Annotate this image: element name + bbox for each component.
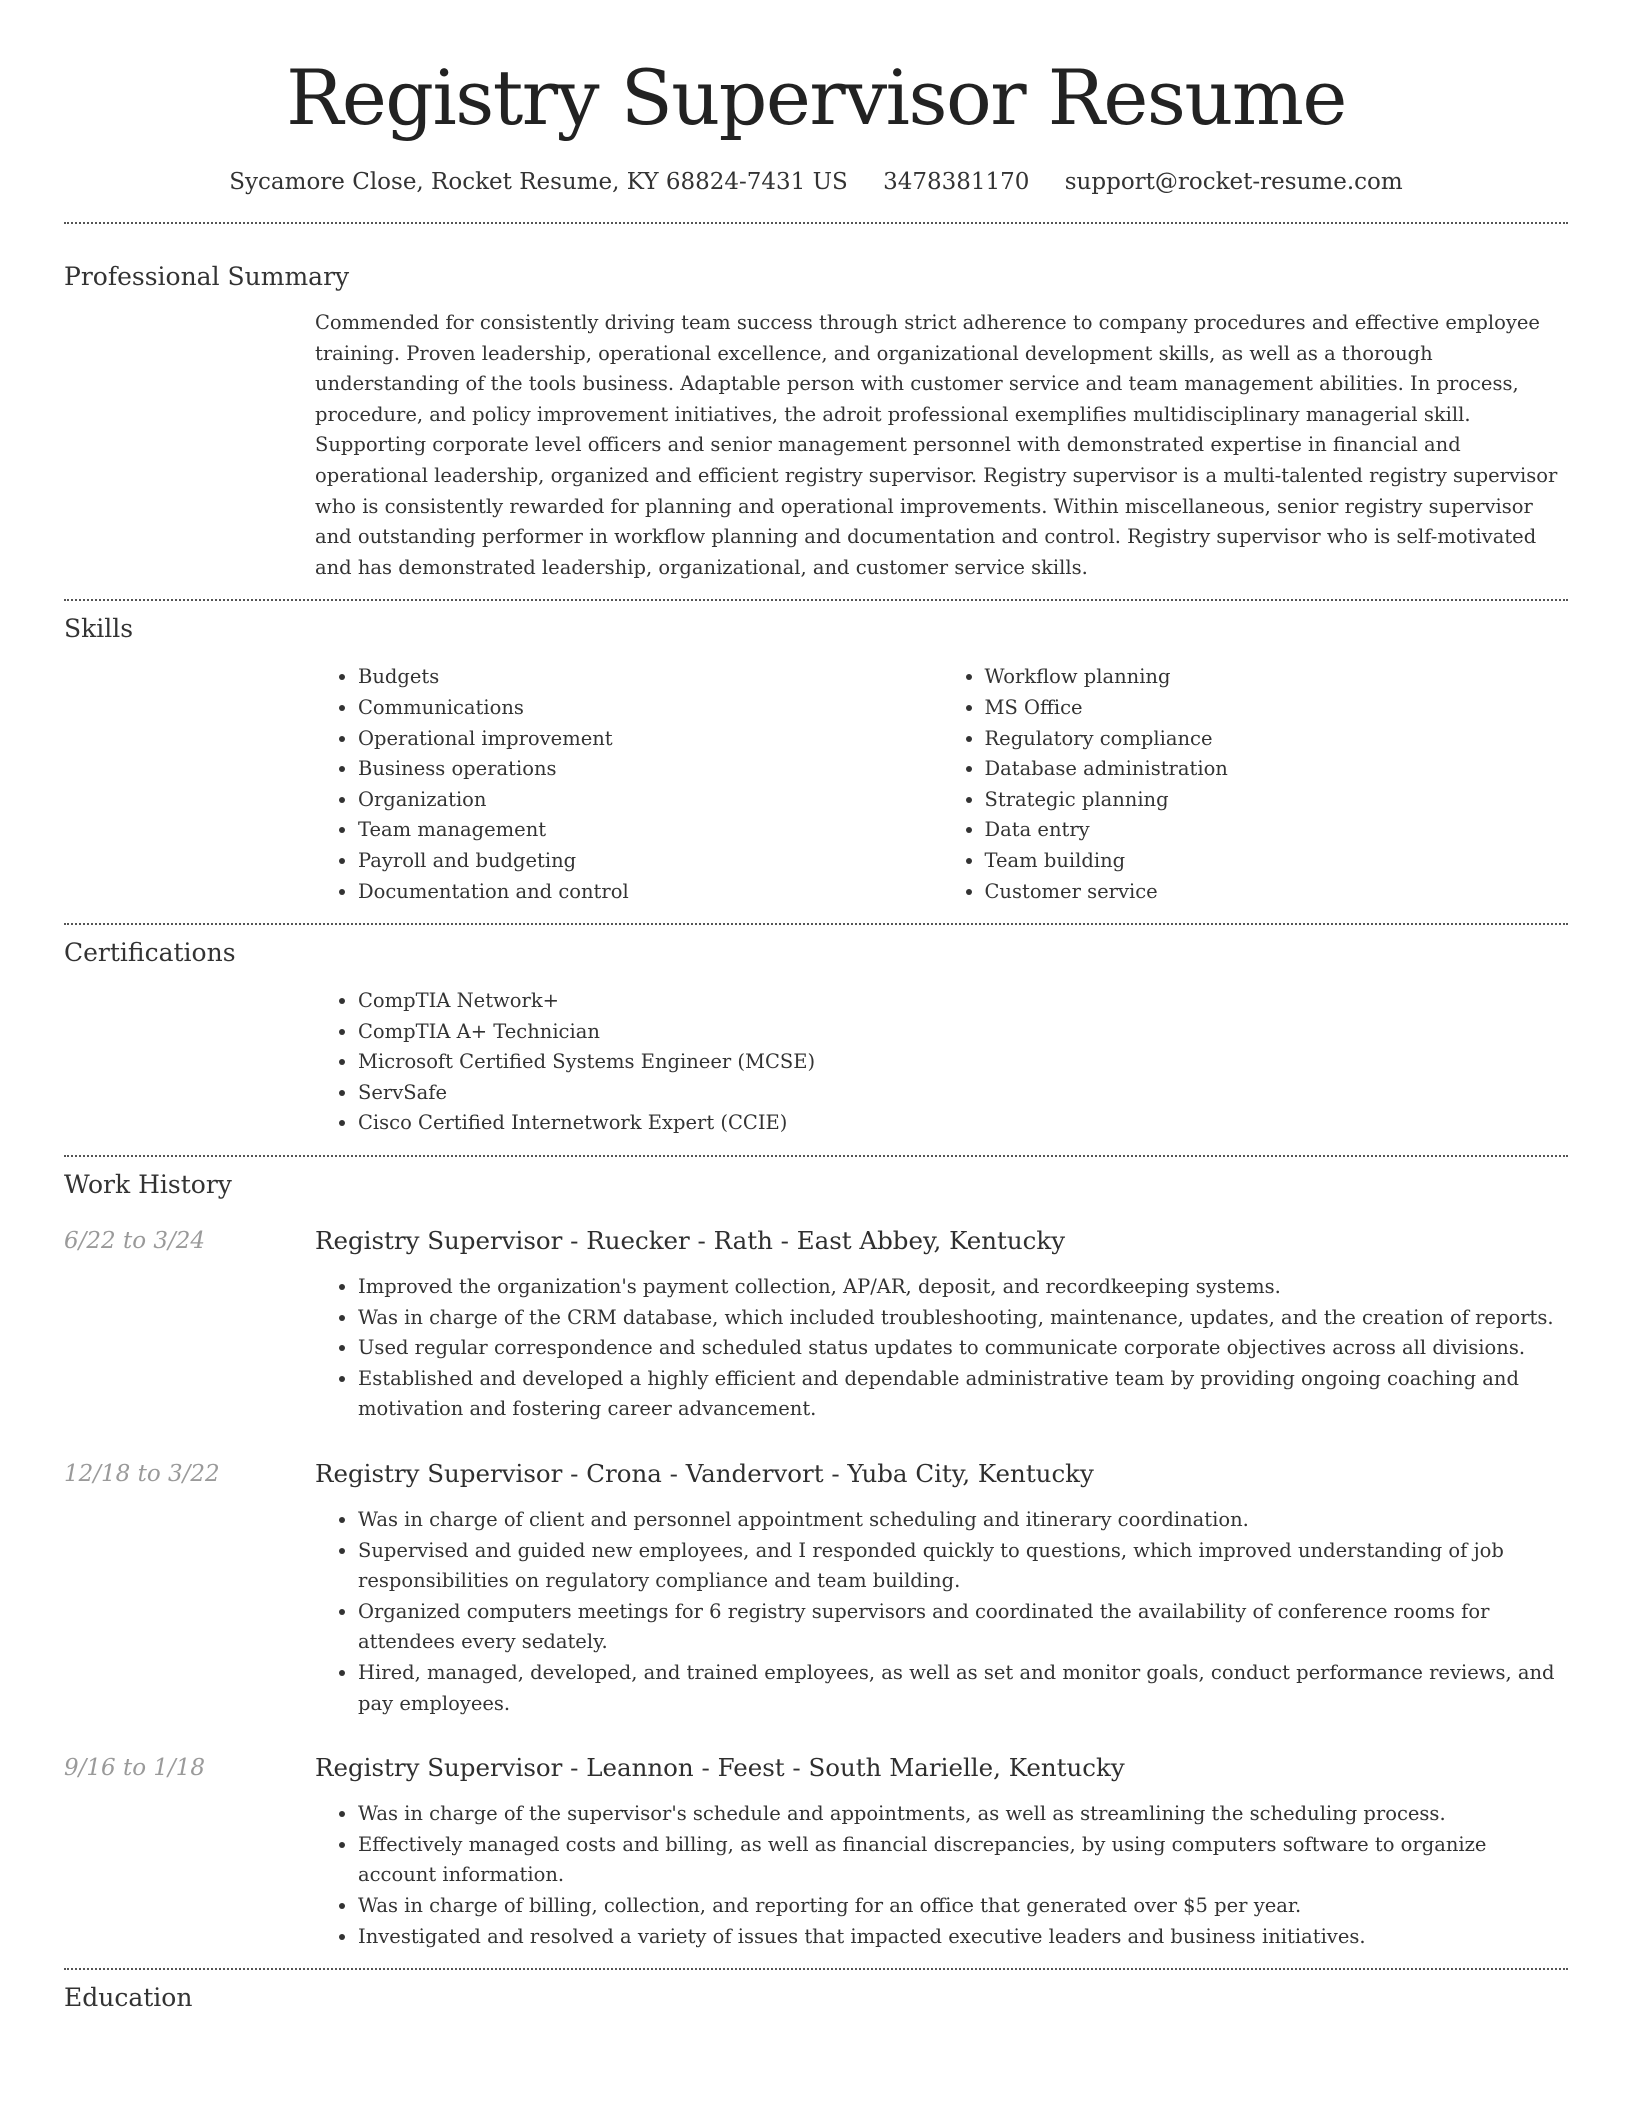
job-heading: Registry Supervisor - Crona - Vandervort - Yuba City, Kentucky (315, 1459, 1094, 1489)
skill-item: • Budgets (358, 662, 942, 693)
certification-item: • CompTIA A+ Technician (358, 1017, 1568, 1048)
job-entry (64, 1457, 1568, 1719)
section-divider (64, 923, 1568, 925)
job-entry (64, 1224, 1568, 1425)
job-bullets (315, 1505, 1568, 1719)
education-heading: Education (64, 1983, 193, 2013)
job-heading: Registry Supervisor - Ruecker - Rath - East Abbey, Kentucky (315, 1226, 1066, 1256)
job-bullet: • Was in charge of billing, collection, and reporting for an office that generated over $5 per year. (358, 1891, 1568, 1922)
skills-grid (315, 662, 1568, 907)
skill-item: • Database administration (985, 754, 1569, 785)
certifications-list (315, 986, 1568, 1139)
certifications-heading: Certifications (64, 938, 236, 968)
contact-line (64, 166, 1568, 198)
job-bullets (315, 1272, 1568, 1425)
job-bullet: • Hired, managed, developed, and trained employees, as well as set and monitor goals, conduct performance reviews, and pay employees. (358, 1658, 1568, 1719)
job-dates: 12/18 to 3/22 (64, 1461, 220, 1488)
job-bullet: • Was in charge of the supervisor's schedule and appointments, as well as streamlining the scheduling process. (358, 1799, 1568, 1830)
education-section (64, 1981, 1568, 2015)
certification-item: • CompTIA Network+ (358, 986, 1568, 1017)
section-divider (64, 222, 1568, 224)
job-bullet: • Established and developed a highly efficient and dependable administrative team by providing ongoing coaching and motivation and fostering career advancement. (358, 1364, 1568, 1425)
skill-item: • Strategic planning (985, 785, 1569, 816)
contact-phone: 3478381170 (883, 169, 1030, 195)
job-bullet: • Effectively managed costs and billing, as well as financial discrepancies, by using computers software to organize account information. (358, 1830, 1568, 1891)
section-divider (64, 599, 1568, 601)
summary-heading: Professional Summary (64, 262, 350, 291)
job-bullet: • Investigated and resolved a variety of issues that impacted executive leaders and business initiatives. (358, 1922, 1568, 1953)
certification-item: • ServSafe (358, 1078, 1568, 1109)
skill-item: • Business operations (358, 754, 942, 785)
skill-item: • Team management (358, 815, 942, 846)
job-bullet: • Improved the organization's payment collection, AP/AR, deposit, and recordkeeping systems. (358, 1272, 1568, 1303)
skill-item: • Payroll and budgeting (358, 846, 942, 877)
skills-list-left (315, 662, 942, 907)
skills-list-right (942, 662, 1569, 907)
summary-text: Commended for consistently driving team success through strict adherence to company procedures and effective employee training. Proven leadership, operational excellence, and organizational development skills, as well as a thorough understanding of the tools business. Adaptable person with customer service and team management abilities. In process, procedure, and policy improvement initiatives, the adroit professional exemplifies multidisciplinary managerial skill. Supporting corporate level officers and senior management personnel with demonstrated expertise in financial and operational leadership, organized and efficient registry supervisor. Registry supervisor is a multi-talented registry supervisor who is consistently rewarded for planning and operational improvements. Within miscellaneous, senior registry supervisor and outstanding performer in workflow planning and documentation and control. Registry supervisor who is self-motivated and has demonstrated leadership, organizational, and customer service skills. (315, 311, 1558, 579)
skill-item: • Workflow planning (985, 662, 1569, 693)
section-divider (64, 1968, 1568, 1970)
skill-item: • Data entry (985, 815, 1569, 846)
skills-heading: Skills (64, 614, 134, 644)
work-history-section (64, 1168, 1568, 1952)
job-details (315, 1799, 1568, 1952)
job-bullet: • Organized computers meetings for 6 registry supervisors and coordinated the availability of conference rooms for attendees every sedately. (358, 1597, 1568, 1658)
job-entry (64, 1751, 1568, 1952)
job-dates: 9/16 to 1/18 (64, 1755, 206, 1782)
certifications-section (64, 936, 1568, 1139)
certification-item: • Microsoft Certified Systems Engineer (MCSE) (358, 1047, 1568, 1078)
skill-item: • Customer service (985, 877, 1569, 908)
job-bullet: • Used regular correspondence and scheduled status updates to communicate corporate objectives across all divisions. (358, 1333, 1568, 1364)
certification-item: • Cisco Certified Internetwork Expert (CCIE) (358, 1108, 1568, 1139)
skill-item: • Operational improvement (358, 724, 942, 755)
certifications-body (315, 986, 1568, 1139)
section-divider (64, 1155, 1568, 1157)
contact-email: support@rocket-resume.com (1064, 169, 1403, 195)
skills-section (64, 612, 1568, 907)
job-bullet: • Was in charge of the CRM database, which included troubleshooting, maintenance, updates, and the creation of reports. (358, 1303, 1568, 1334)
job-heading: Registry Supervisor - Leannon - Feest - South Marielle, Kentucky (315, 1753, 1125, 1783)
skill-item: • Team building (985, 846, 1569, 877)
skill-item: • Organization (358, 785, 942, 816)
skill-item: • Regulatory compliance (985, 724, 1569, 755)
job-details (315, 1505, 1568, 1719)
skill-item: • Documentation and control (358, 877, 942, 908)
work-history-heading: Work History (64, 1170, 232, 1200)
skill-item: • Communications (358, 693, 942, 724)
skill-item: • MS Office (985, 693, 1569, 724)
job-dates: 6/22 to 3/24 (64, 1228, 206, 1255)
page-title: Registry Supervisor Resume (286, 53, 1346, 142)
contact-address: Sycamore Close, Rocket Resume, KY 68824-7431 US (229, 169, 848, 195)
summary-section (64, 260, 1568, 583)
job-bullet: • Supervised and guided new employees, and I responded quickly to questions, which improved understanding of job responsibilities on regulatory compliance and team building. (358, 1536, 1568, 1597)
job-bullets (315, 1799, 1568, 1952)
job-details (315, 1272, 1568, 1425)
job-bullet: • Was in charge of client and personnel appointment scheduling and itinerary coordination. (358, 1505, 1568, 1536)
